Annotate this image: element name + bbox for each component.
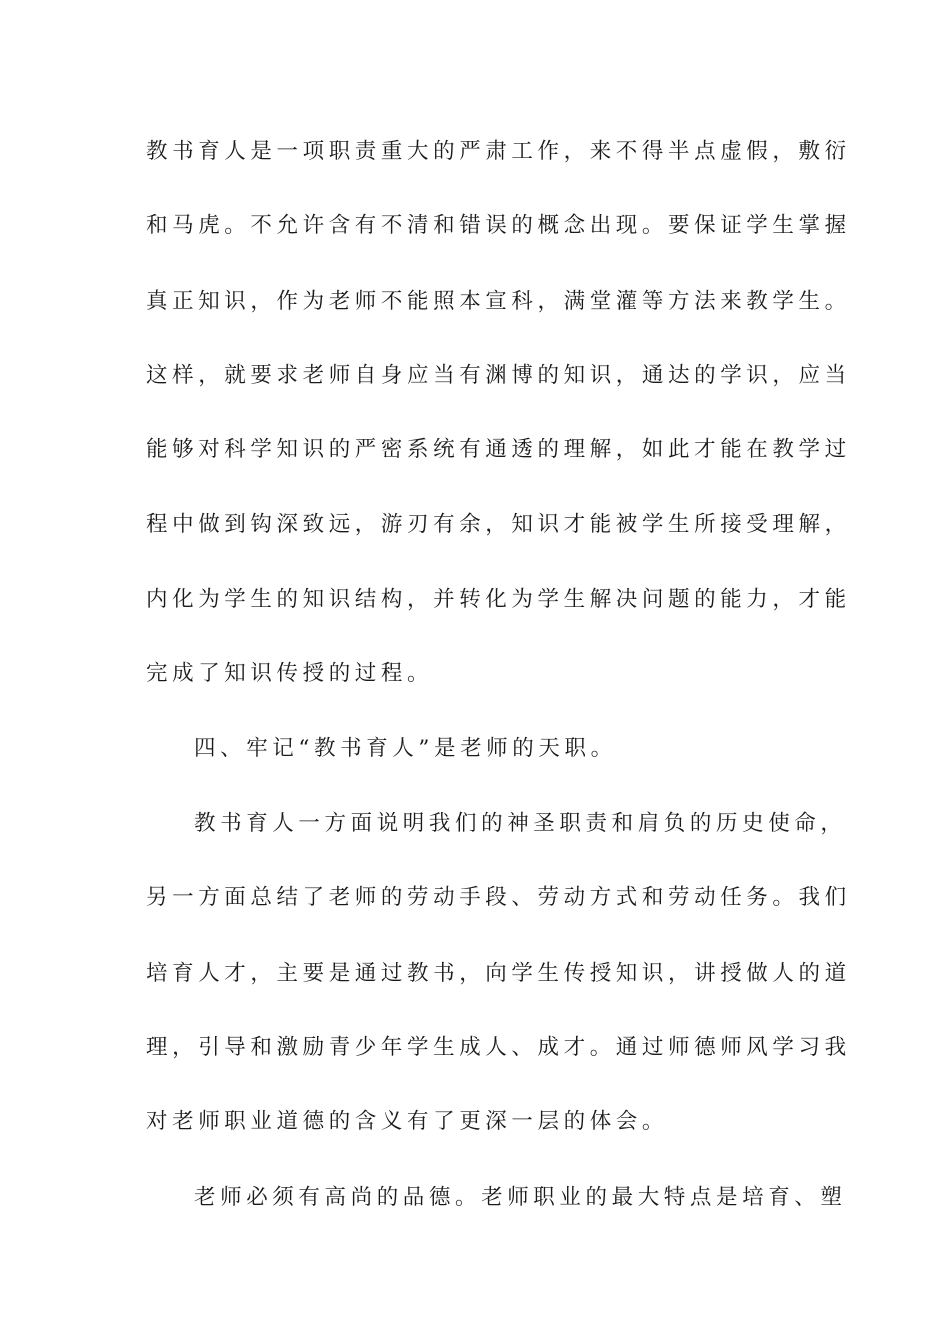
text-line: 能够对科学知识的严密系统有通透的理解，如此才能在教学过 <box>146 437 851 462</box>
text-line: 教书育人是一项职责重大的严肃工作，来不得半点虚假，敷衍 <box>146 139 851 164</box>
text-line: 对老师职业道德的含义有了更深一层的体会。 <box>146 1109 669 1134</box>
text-line: 完成了知识传授的过程。 <box>146 661 434 686</box>
text-line: 培育人才，主要是通过教书，向学生传授知识，讲授做人的道 <box>146 961 851 986</box>
text-line: 老师必须有高尚的品德。老师职业的最大特点是培育、塑 <box>194 1185 847 1210</box>
text-line: 这样，就要求老师自身应当有渊博的知识，通达的学识，应当 <box>146 363 851 388</box>
text-line: 真正知识，作为老师不能照本宣科，满堂灌等方法来教学生。 <box>146 289 851 314</box>
section-heading: 四、牢记“教书育人”是老师的天职。 <box>194 736 617 761</box>
text-line: 理，引导和激励青少年学生成人、成才。通过师德师风学习我 <box>146 1035 851 1060</box>
text-line: 另一方面总结了老师的劳动手段、劳动方式和劳动任务。我们 <box>146 885 851 910</box>
text-line: 内化为学生的知识结构，并转化为学生解决问题的能力，才能 <box>146 587 851 612</box>
text-line: 教书育人一方面说明我们的神圣职责和肩负的历史使命， <box>194 811 847 836</box>
text-line: 和马虎。不允许含有不清和错误的概念出现。要保证学生掌握 <box>146 213 851 238</box>
text-line: 程中做到钩深致远，游刃有余，知识才能被学生所接受理解， <box>146 512 851 537</box>
